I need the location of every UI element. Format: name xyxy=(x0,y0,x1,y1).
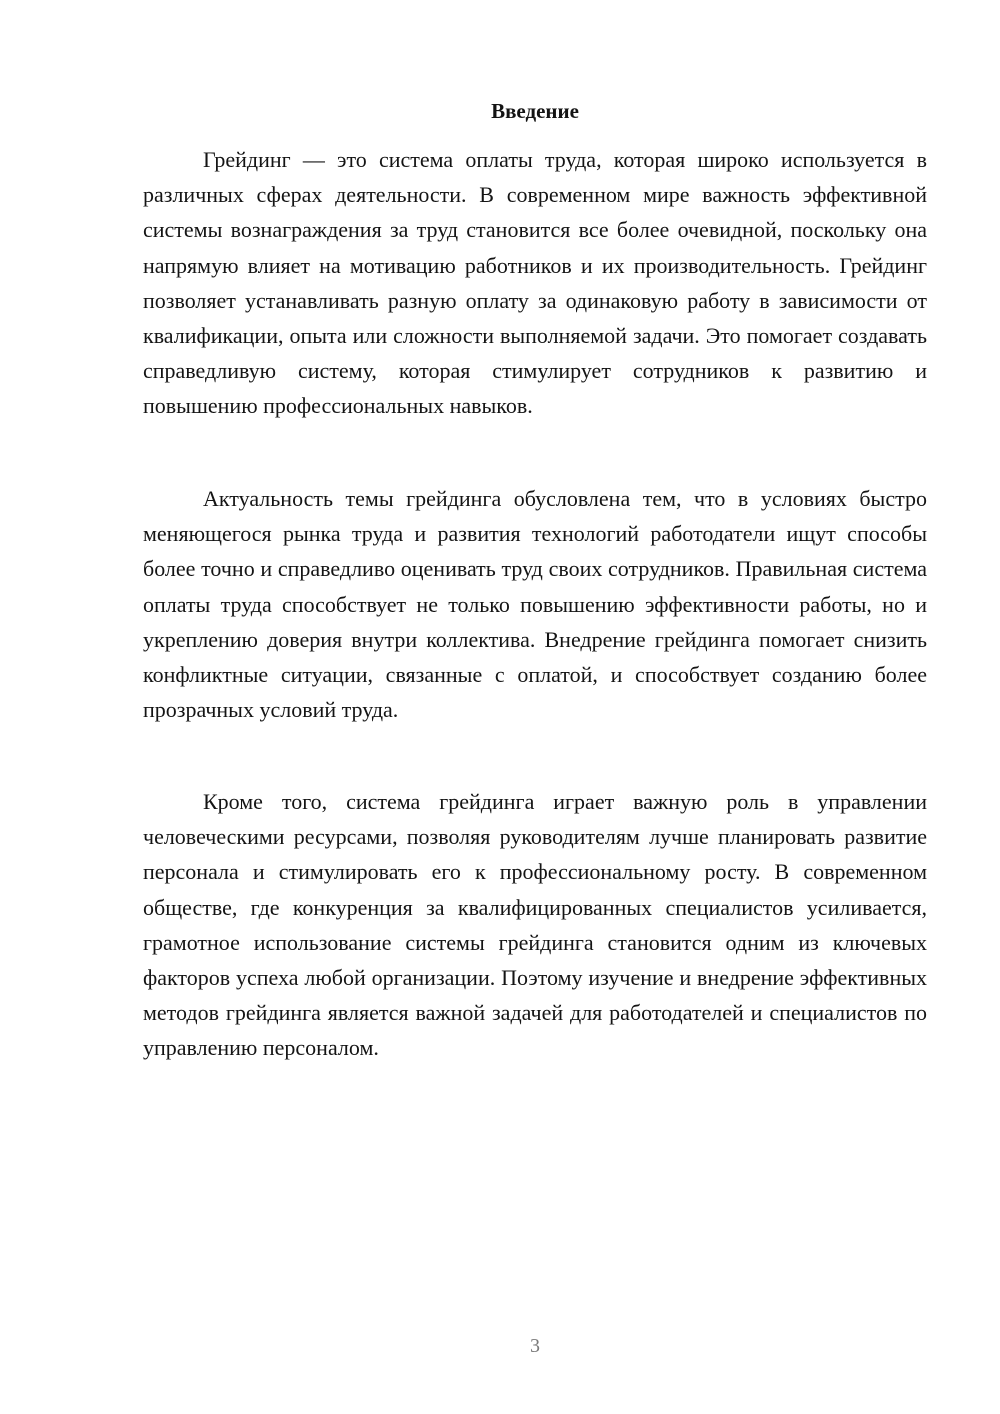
paragraph-hr-role: Кроме того, система грейдинга играет важную роль в управлении человеческими ресурсами, позволяя руководителям лучше планировать развитие персонала и стимулировать его к профессиональному росту. В современном обществе, где конкуренция за квалифицированных специалистов усиливается, грамотное использование системы грейдинга становится одним из ключевых факторов успеха любой организации. Поэтому изучение и внедрение эффективных методов грейдинга является важной задачей для работодателей и специалистов по управлению персоналом. xyxy=(143,789,927,1061)
section-heading: Введение xyxy=(491,99,579,123)
page-number: 3 xyxy=(530,1335,540,1357)
paragraph-relevance: Актуальность темы грейдинга обусловлена тем, что в условиях быстро меняющегося рынка труда и развития технологий работодатели ищут способы более точно и справедливо оценивать труд своих сотрудников. Правильная система оплаты труда способствует не только повышению эффективности работы, но и укреплению доверия внутри коллектива. Внедрение грейдинга помогает снизить конфликтные ситуации, связанные с оплатой, и способствует созданию более прозрачных условий труда. xyxy=(143,486,927,723)
paragraph-intro: Грейдинг — это система оплаты труда, которая широко используется в различных сферах деятельности. В современном мире важность эффективной системы вознаграждения за труд становится все более очевидной, поскольку она напрямую влияет на мотивацию работников и их производительность. Грейдинг позволяет устанавливать разную оплату за одинаковую работу в зависимости от квалификации, опыта или сложности выполняемой задачи. Это помогает создавать справедливую систему, которая стимулирует сотрудников к развитию и повышению профессиональных навыков. xyxy=(143,147,927,419)
